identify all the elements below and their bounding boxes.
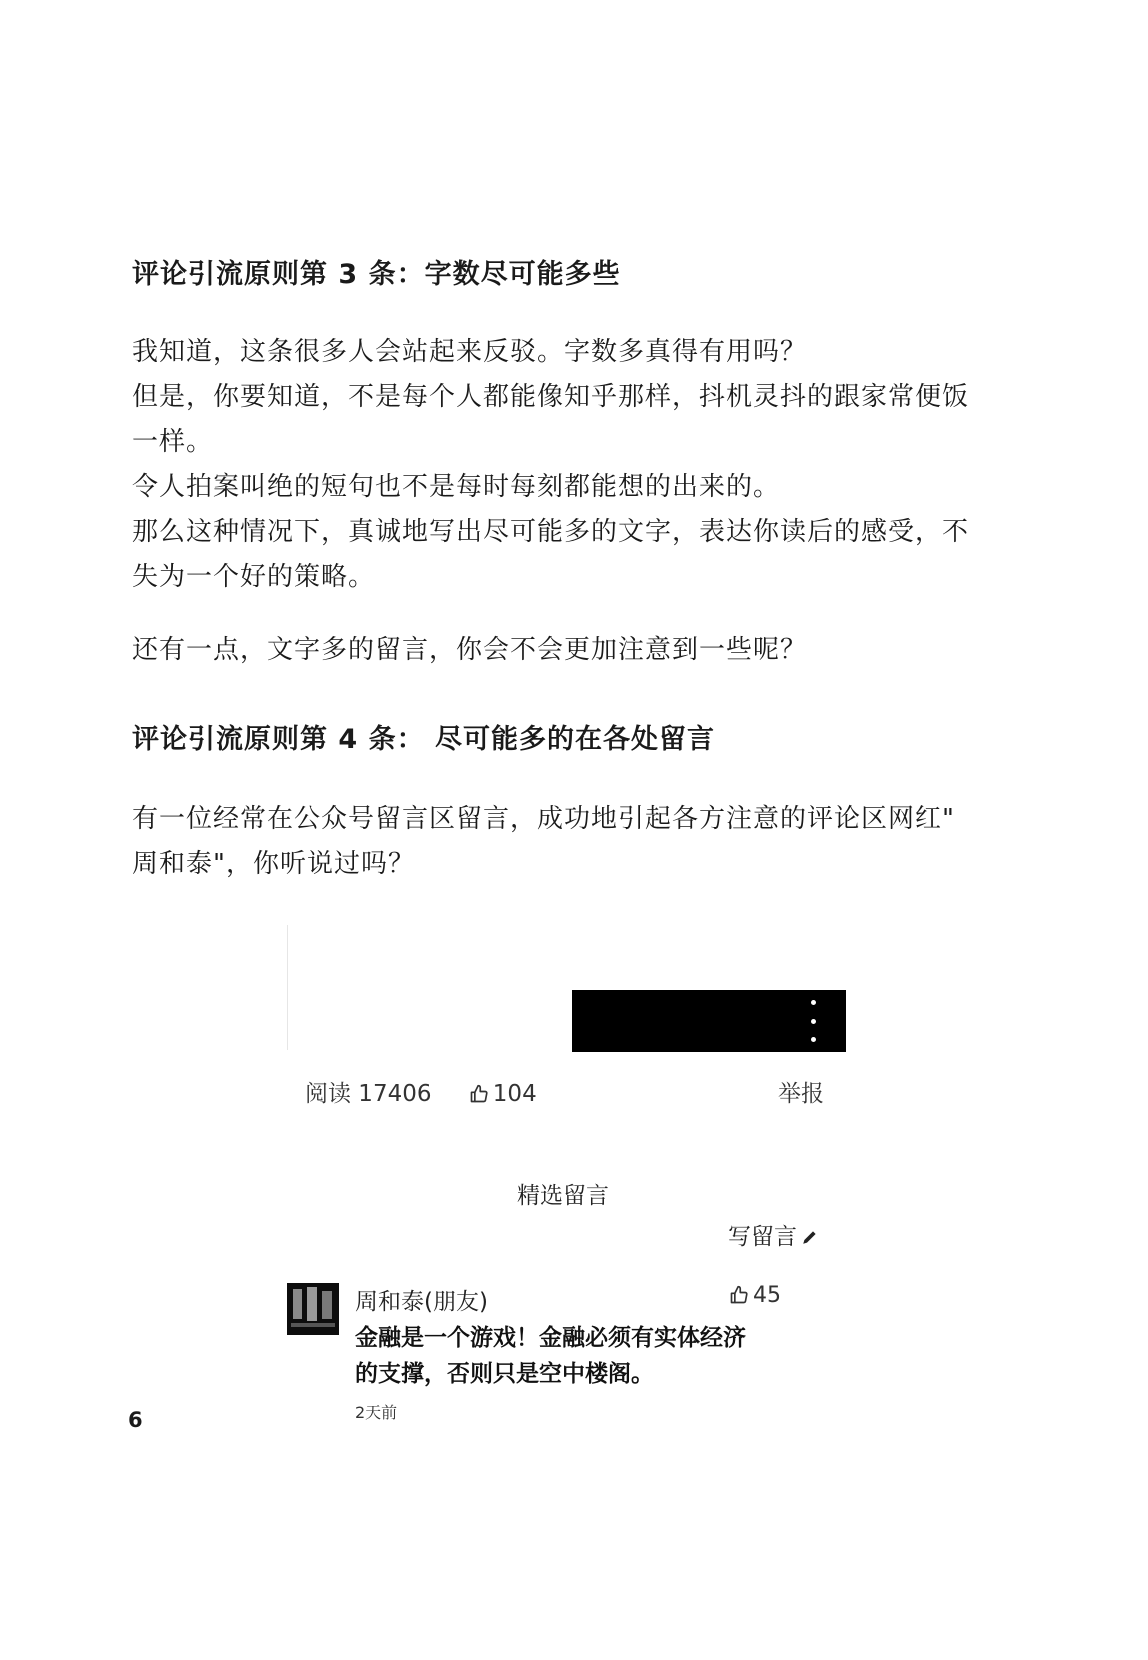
avatar-image bbox=[287, 1283, 339, 1335]
avatar[interactable] bbox=[287, 1283, 339, 1335]
comment-line: 的支撑，否则只是空中楼阁。 bbox=[355, 1361, 654, 1387]
section-3-paragraph-1 bbox=[132, 330, 1012, 600]
like-count: 104 bbox=[492, 1081, 537, 1107]
text-line: 还有一点，文字多的留言，你会不会更加注意到一些呢？ bbox=[132, 635, 808, 665]
more-options-icon[interactable] bbox=[810, 1000, 816, 1042]
comment-like-count: 45 bbox=[753, 1283, 781, 1308]
comment-time: 2天前 bbox=[355, 1403, 398, 1422]
comment-author[interactable]: 周和泰(朋友) bbox=[355, 1289, 488, 1315]
write-comment-button[interactable] bbox=[728, 1218, 819, 1251]
pencil-icon bbox=[801, 1228, 819, 1246]
section-3-heading: 评论引流原则第 3 条：字数尽可能多些 bbox=[132, 259, 621, 290]
text-line: 有一位经常在公众号留言区留言，成功地引起各方注意的评论区网红" bbox=[132, 804, 955, 834]
report-link[interactable]: 举报 bbox=[778, 1081, 824, 1107]
comment-like-button[interactable] bbox=[729, 1283, 781, 1308]
write-comment-label: 写留言 bbox=[728, 1224, 797, 1250]
section-3-paragraph-2 bbox=[132, 628, 1012, 673]
thumbs-up-icon bbox=[729, 1285, 749, 1305]
text-line: 我知道，这条很多人会站起来反驳。字数多真得有用吗？ bbox=[132, 337, 808, 367]
read-count: 阅读 17406 bbox=[305, 1081, 432, 1107]
like-button[interactable] bbox=[469, 1081, 537, 1107]
screenshot-blank-area bbox=[287, 925, 573, 1050]
featured-comments-title: 精选留言 bbox=[517, 1183, 609, 1209]
text-line: 令人拍案叫绝的短句也不是每时每刻都能想的出来的。 bbox=[132, 472, 781, 502]
text-line: 但是，你要知道，不是每个人都能像知乎那样，抖机灵抖的跟家常便饭 bbox=[132, 382, 970, 412]
section-4-heading: 评论引流原则第 4 条： 尽可能多的在各处留言 bbox=[132, 724, 715, 755]
thumbs-up-icon bbox=[469, 1084, 489, 1104]
article-stats bbox=[305, 1075, 537, 1108]
embedded-article-screenshot bbox=[287, 925, 887, 1485]
text-line: 失为一个好的策略。 bbox=[132, 562, 376, 592]
comment-line: 金融是一个游戏！金融必须有实体经济 bbox=[355, 1325, 746, 1351]
text-line: 那么这种情况下，真诚地写出尽可能多的文字，表达你读后的感受，不 bbox=[132, 517, 970, 547]
comment-text bbox=[355, 1320, 785, 1392]
page-number: 6 bbox=[128, 1408, 143, 1432]
redacted-bar bbox=[572, 990, 846, 1052]
text-line: 周和泰"，你听说过吗？ bbox=[132, 849, 415, 879]
section-4-paragraph-1 bbox=[132, 797, 1012, 887]
text-line: 一样。 bbox=[132, 427, 214, 457]
